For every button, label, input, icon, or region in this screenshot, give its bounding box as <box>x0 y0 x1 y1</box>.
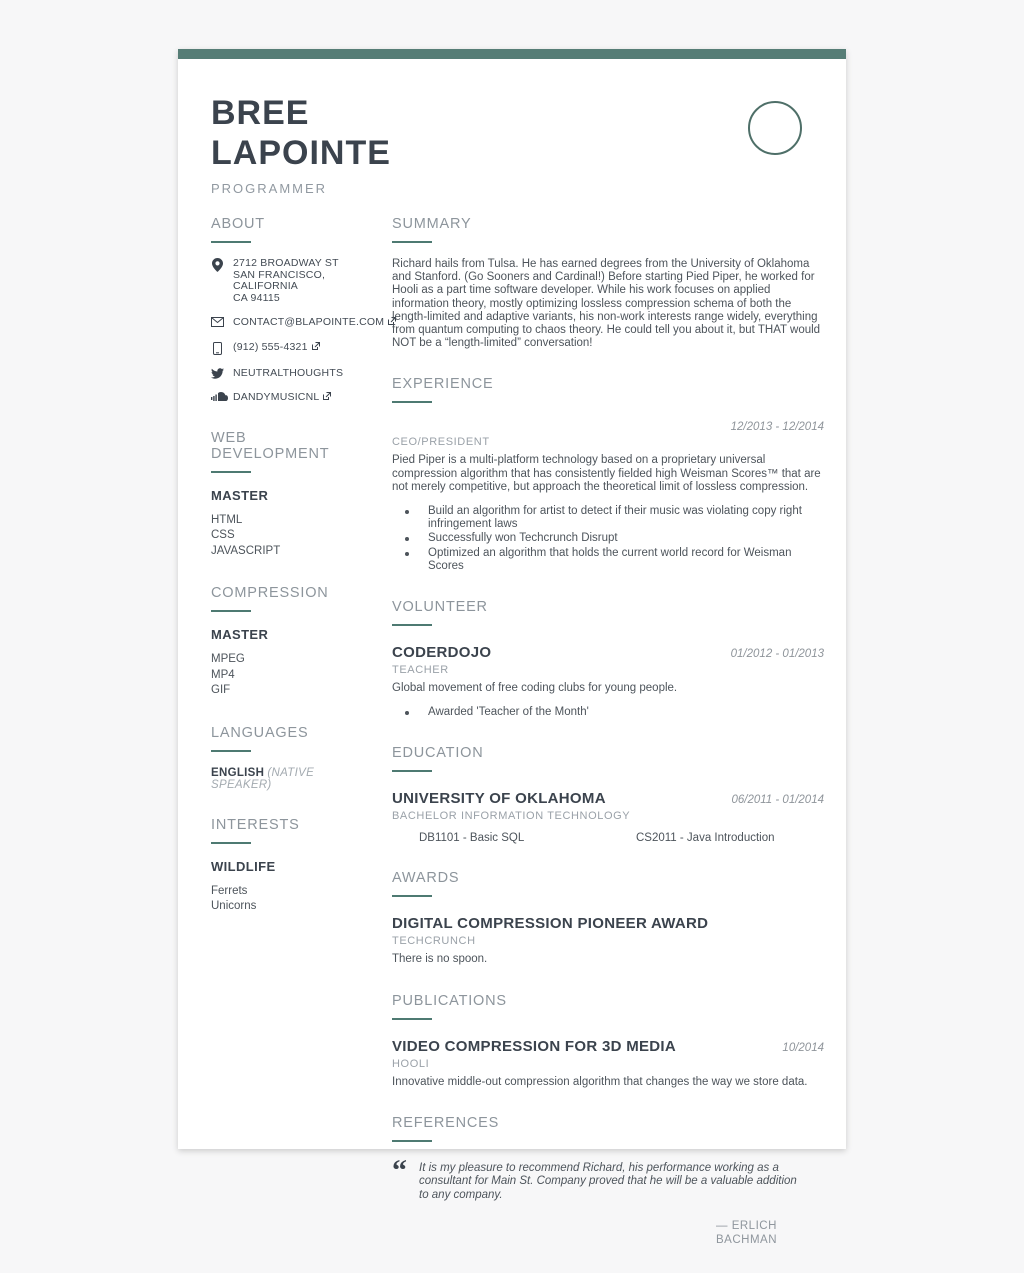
about-section <box>211 216 385 404</box>
awards-section <box>392 870 824 966</box>
avatar <box>748 101 802 155</box>
experience-section <box>392 376 824 573</box>
interest-item: Ferrets <box>211 884 248 897</box>
education-degree: BACHELOR INFORMATION TECHNOLOGY <box>392 810 631 823</box>
resume-page <box>178 49 846 1246</box>
education-title: EDUCATION <box>392 745 484 762</box>
experience-bullet: Build an algorithm for artist to detect if their music was violating copy right infringement laws <box>392 505 824 531</box>
publication-publisher: HOOLI <box>392 1057 430 1070</box>
main-column <box>392 216 824 1273</box>
accent-top-bar <box>178 49 846 59</box>
skill-level: MASTER <box>211 487 269 503</box>
person-name <box>211 93 391 173</box>
location-pin-icon <box>211 258 224 272</box>
mobile-phone-icon <box>211 342 224 355</box>
languages-section <box>211 725 361 791</box>
skill-level: MASTER <box>211 627 269 642</box>
experience-bullet: Successfully won Techcrunch Disrupt <box>392 532 824 545</box>
publications-title: PUBLICATIONS <box>392 992 507 1009</box>
skill-section-web-development <box>211 430 361 560</box>
external-link-icon <box>323 392 331 404</box>
quote-icon: “ <box>392 1153 407 1187</box>
reference-attribution: — ERLICH BACHMAN <box>716 1220 778 1246</box>
skill-section-compression <box>211 585 361 699</box>
skill-item: GIF <box>211 684 231 696</box>
experience-role: CEO/PRESIDENT <box>392 436 490 449</box>
section-underline <box>211 471 251 473</box>
soundcloud-icon <box>211 392 228 401</box>
experience-title: EXPERIENCE <box>392 376 494 393</box>
section-underline <box>211 241 251 243</box>
twitter-icon <box>211 368 224 379</box>
education-date: 06/2011 - 01/2014 <box>731 794 824 807</box>
person-name-line2: LAPOINTE <box>211 134 391 172</box>
skill-item: MP4 <box>211 668 235 681</box>
skill-item: MPEG <box>211 653 245 665</box>
volunteer-date: 01/2012 - 01/2013 <box>730 648 824 661</box>
publication-description: Innovative middle-out compression algorithm that changes the way we store data. <box>392 1075 808 1088</box>
reference-quote-row <box>392 1153 824 1203</box>
section-underline <box>392 895 432 897</box>
course-item: DB1101 - Basic SQL <box>419 832 525 845</box>
course-item: CS2011 - Java Introduction <box>636 832 775 845</box>
publications-section <box>392 993 824 1089</box>
language-name: ENGLISH <box>211 766 265 779</box>
external-link-icon <box>312 342 320 354</box>
sidebar <box>211 216 385 1273</box>
volunteer-bullet-list <box>392 706 824 719</box>
experience-bullet-list <box>392 505 824 573</box>
experience-description: Pied Piper is a multi-platform technology based on a proprietary universal compression algorithm that has consistently fielded high Weisman Scores™ that are not merely competitive, but approach the theoretical limit of lossless compression. <box>392 454 821 493</box>
references-section <box>392 1115 824 1248</box>
summary-title: SUMMARY <box>392 216 472 232</box>
person-name-line1: BREE <box>211 94 310 132</box>
skill-section-title: WEB DEVELOPMENT <box>211 429 330 462</box>
section-underline <box>392 1018 432 1020</box>
experience-bullet: Optimized an algorithm that holds the current world record for Weisman Scores <box>392 547 824 573</box>
volunteer-description: Global movement of free coding clubs for young people. <box>392 682 678 695</box>
section-underline <box>392 401 432 403</box>
soundcloud-row[interactable] <box>211 392 361 404</box>
section-underline <box>392 1140 432 1142</box>
twitter-row[interactable] <box>211 368 361 380</box>
resume-body <box>178 196 846 1273</box>
language-proficiency: (NATIVE SPEAKER) <box>211 766 315 791</box>
award-description: There is no spoon. <box>392 953 488 966</box>
interests-section <box>211 817 361 915</box>
summary-section <box>392 216 824 350</box>
volunteer-title: VOLUNTEER <box>392 599 488 616</box>
volunteer-bullet: Awarded 'Teacher of the Month' <box>392 706 824 719</box>
interest-category: WILDLIFE <box>211 858 276 874</box>
experience-date: 12/2013 - 12/2014 <box>730 421 824 434</box>
section-underline <box>211 610 251 612</box>
address-text: 2712 BROADWAY ST SAN FRANCISCO, CALIFORNIA CA 94115 <box>233 257 339 304</box>
publication-name: VIDEO COMPRESSION FOR 3D MEDIA <box>392 1037 677 1055</box>
course-list <box>392 832 824 844</box>
reference-quote-text: It is my pleasure to recommend Richard, his performance working as a consultant for Main St. Company proved that he will be a valuable addition to any company. <box>419 1161 797 1201</box>
volunteer-role: TEACHER <box>392 664 449 677</box>
address-row <box>211 258 361 304</box>
soundcloud-handle-text[interactable]: DANDYMUSICNL <box>233 391 320 403</box>
award-issuer: TECHCRUNCH <box>392 935 476 948</box>
section-underline <box>392 770 432 772</box>
phone-row[interactable] <box>211 342 361 355</box>
section-underline <box>392 624 432 626</box>
interests-title: INTERESTS <box>211 816 300 833</box>
envelope-icon <box>211 317 224 327</box>
languages-title: LANGUAGES <box>211 724 309 741</box>
summary-text: Richard hails from Tulsa. He has earned degrees from the University of Oklahoma and Stanford. (Go Sooners and Cardinal!) Before starting Pied Piper, he worked for Hooli as a part time software developer. While his work focuses on applied information theory, mostly optimizing lossless compression schema of both the length-limited and adaptive variants, his non-work interests range widely, everything from quantum computing to chaos theory. He could tell you about it, but THAT would NOT be a “length-limited” conversation! <box>392 258 821 350</box>
resume-header <box>178 59 846 196</box>
language-row <box>211 767 361 791</box>
publication-date: 10/2014 <box>782 1041 824 1054</box>
interest-item: Unicorns <box>211 900 257 912</box>
twitter-handle-text[interactable]: NEUTRALTHOUGHTS <box>233 366 344 379</box>
education-section <box>392 745 824 844</box>
skill-item: HTML <box>211 513 243 526</box>
skill-item: JAVASCRIPT <box>211 544 281 557</box>
section-underline <box>211 842 251 844</box>
section-underline <box>392 241 432 243</box>
awards-title: AWARDS <box>392 870 460 887</box>
name-block <box>211 93 391 196</box>
section-underline <box>211 750 251 752</box>
volunteer-section <box>392 599 824 719</box>
phone-text[interactable]: (912) 555-4321 <box>233 340 308 353</box>
award-name: DIGITAL COMPRESSION PIONEER AWARD <box>392 915 709 933</box>
job-title: PROGRAMMER <box>211 181 328 196</box>
references-title: REFERENCES <box>392 1114 500 1131</box>
skill-item: CSS <box>211 529 235 541</box>
about-title: ABOUT <box>211 216 265 232</box>
volunteer-org: CODERDOJO <box>392 644 492 662</box>
email-row[interactable] <box>211 316 385 329</box>
skill-section-title: COMPRESSION <box>211 585 329 601</box>
education-school: UNIVERSITY OF OKLAHOMA <box>392 790 606 808</box>
email-text[interactable]: CONTACT@BLAPOINTE.COM <box>233 316 385 328</box>
